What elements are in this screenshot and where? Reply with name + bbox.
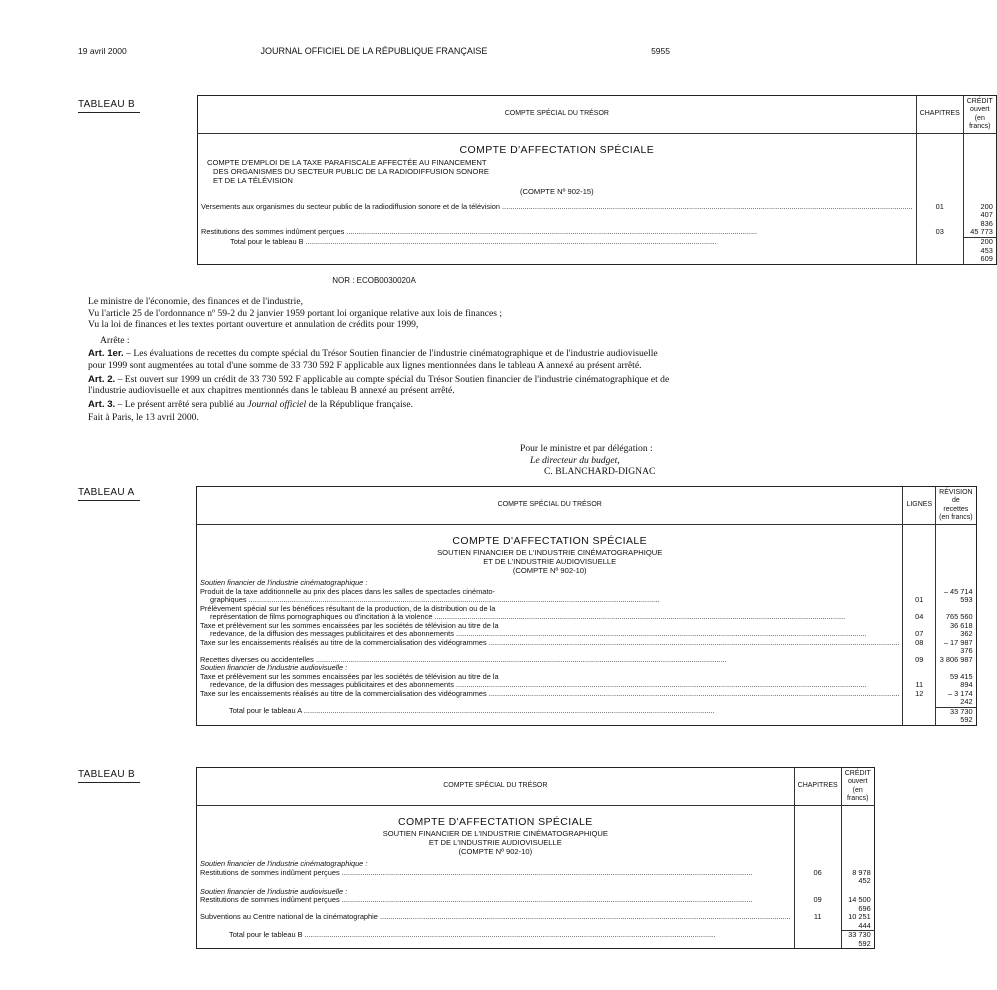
table3-label: TABLEAU B [78, 769, 135, 780]
arrete-label: Arrête : [100, 334, 130, 346]
table1-col-header-account: COMPTE SPÉCIAL DU TRÉSOR [198, 96, 917, 134]
table2 [196, 486, 977, 726]
table1-label: TABLEAU B [78, 99, 135, 110]
table-row: Taxe sur les encaissements réalisés au titre de la commercialisation des vidéogrammes ..... 12 – 3 174 242 [197, 690, 977, 708]
table3-subtitle: SOUTIEN FINANCIER DE L'INDUSTRIE CINÉMATOGRAPHIQUE ET DE L'INDUSTRIE AUDIOVISUELLE (COMPTE Nº 902-10) [382, 829, 608, 856]
table2-total-row: Total pour le tableau A ..... 33 730 592 [197, 707, 977, 725]
article-3: Art. 3. – Le présent arrêté sera publié au Journal officiel de la République française. [88, 398, 414, 410]
table1-total-row: Total pour le tableau B ..... 200 453 609 [198, 238, 997, 265]
table1-compte-number: (COMPTE Nº 902-15) [520, 187, 594, 197]
table1-col-header-chapitres: CHAPITRES [916, 96, 963, 134]
preamble-minister: Le ministre de l'économie, des finances et de l'industrie, [88, 296, 303, 307]
table2-label-rule [78, 500, 140, 501]
table-row: Prélèvement spécial sur les bénéfices résultant de la production, de la distribution ou de la représentation de films pornographiques ou d'incitation à la violence ..... 04 765 560 [197, 605, 977, 622]
signature-block: Pour le ministre et par délégation : Le directeur du budget, C. BLANCHARD-DIGNAC [520, 443, 656, 478]
table2-section-cinema: Soutien financier de l'industrie cinématographique : [200, 578, 368, 588]
header-page-number: 5955 [651, 46, 670, 56]
preamble-vu-loi: Vu la loi de finances et les textes portant ouverture et annulation de crédits pour 1999, [88, 319, 419, 331]
table3-label-rule [78, 782, 140, 783]
signature-date: Fait à Paris, le 13 avril 2000. [88, 412, 199, 424]
table-row: Restitutions de sommes indûment perçues ..... 09 14 500 696 [197, 896, 875, 913]
article-2: Art. 2. – Est ouvert sur 1999 un crédit de 33 730 592 F applicable au compte spécial du Trésor Soutien financier de l'industrie cinématographique et de l'industrie audiovisuelle et aux chapitres mentionnés dans le tableau B annexé au présent arrêté. [88, 373, 670, 397]
table2-title: COMPTE D'AFFECTATION SPÉCIALE [452, 535, 648, 547]
table2-label: TABLEAU A [78, 487, 135, 498]
table-row: Restitutions de sommes indûment perçues ..... 06 8 978 452 [197, 869, 875, 886]
header-journal: JOURNAL OFFICIEL DE LA RÉPUBLIQUE FRANÇAISE [260, 46, 488, 56]
table3 [196, 767, 875, 949]
table3-total-row: Total pour le tableau B ..... 33 730 592 [197, 931, 875, 949]
table3-col-header-chapitres: CHAPITRES [794, 768, 841, 806]
table-row: Versements aux organismes du secteur public de la radiodiffusion sonore et de la télévision ..... 01 200 407 836 [198, 203, 997, 229]
table1-label-rule [78, 112, 140, 113]
table-row: Taxe et prélèvement sur les sommes encaissées par les sociétés de télévision au titre de la redevance, de la diffusion des messages publicitaires et des abonnements ..... 07 36 618 362 [197, 622, 977, 639]
table1-col-header-credit: CRÉDIT ouvert (en francs) [963, 96, 996, 134]
table3-title: COMPTE D'AFFECTATION SPÉCIALE [397, 816, 593, 828]
table-row: Subventions au Centre national de la cinématographie ..... 11 10 251 444 [197, 913, 875, 931]
table2-subtitle: SOUTIEN FINANCIER DE L'INDUSTRIE CINÉMATOGRAPHIQUE ET DE L'INDUSTRIE AUDIOVISUELLE (COMPTE Nº 902-10) [437, 548, 663, 575]
preamble-vu-ordonnance: Vu l'article 25 de l'ordonnance nº 59-2 du 2 janvier 1959 portant loi organique relative aux lois de finances ; [88, 307, 503, 319]
table3-section-cinema: Soutien financier de l'industrie cinématographique : [200, 859, 368, 869]
table-row: Recettes diverses ou accidentelles ..... 09 3 806 987 [197, 656, 977, 665]
decree-text [88, 296, 672, 424]
table-row: Produit de la taxe additionnelle au prix des places dans les salles de spectacles cinémato- graphiques ..... 01 – 45 714 593 [197, 588, 977, 605]
table2-col-header-account: COMPTE SPÉCIAL DU TRÉSOR [197, 487, 903, 525]
table1-subtitle: COMPTE D'EMPLOI DE LA TAXE PARAFISCALE AFFECTÉE AU FINANCEMENT DES ORGANISMES DU SECTEUR PUBLIC DE LA RADIODIFFUSION SONORE ET DE LA TÉLÉVISION [207, 158, 489, 185]
table-row: Restitutions des sommes indûment perçues ..... 03 45 773 [198, 228, 997, 237]
table1-title: COMPTE D'AFFECTATION SPÉCIALE [459, 144, 655, 156]
table2-section-audiovisuel: Soutien financier de l'industrie audiovisuelle : [200, 663, 348, 673]
article-1: Art. 1er. – Les évaluations de recettes du compte spécial du Trésor Soutien financier de l'industrie cinématographique et de l'industrie audiovisuelle pour 1999 sont augmentées au total d'une somme de 33 730 592 F applicable aux lignes mentionnées dans le tableau A annexé au présent arrêté. [88, 348, 658, 371]
table3-col-header-credit: CRÉDIT ouvert (en francs) [841, 768, 874, 806]
table2-col-header-lignes: LIGNES [903, 487, 936, 525]
table3-section-audiovisuel: Soutien financier de l'industrie audiovisuelle : [200, 886, 348, 896]
table3-col-header-account: COMPTE SPÉCIAL DU TRÉSOR [197, 768, 795, 806]
nor-reference: NOR : ECOB0030020A [332, 276, 416, 285]
table-row: Taxe sur les encaissements réalisés au titre de la commercialisation des vidéogrammes ..... 08 – 17 987 376 [197, 639, 977, 656]
table2-col-header-revision: RÉVISION de recettes (en francs) [936, 487, 976, 525]
table-row: Taxe et prélèvement sur les sommes encaissées par les sociétés de télévision au titre de la redevance, de la diffusion des messages publicitaires et des abonnements ..... 11 59 415 894 [197, 673, 977, 690]
table1 [197, 95, 997, 265]
header-date: 19 avril 2000 [78, 46, 127, 56]
